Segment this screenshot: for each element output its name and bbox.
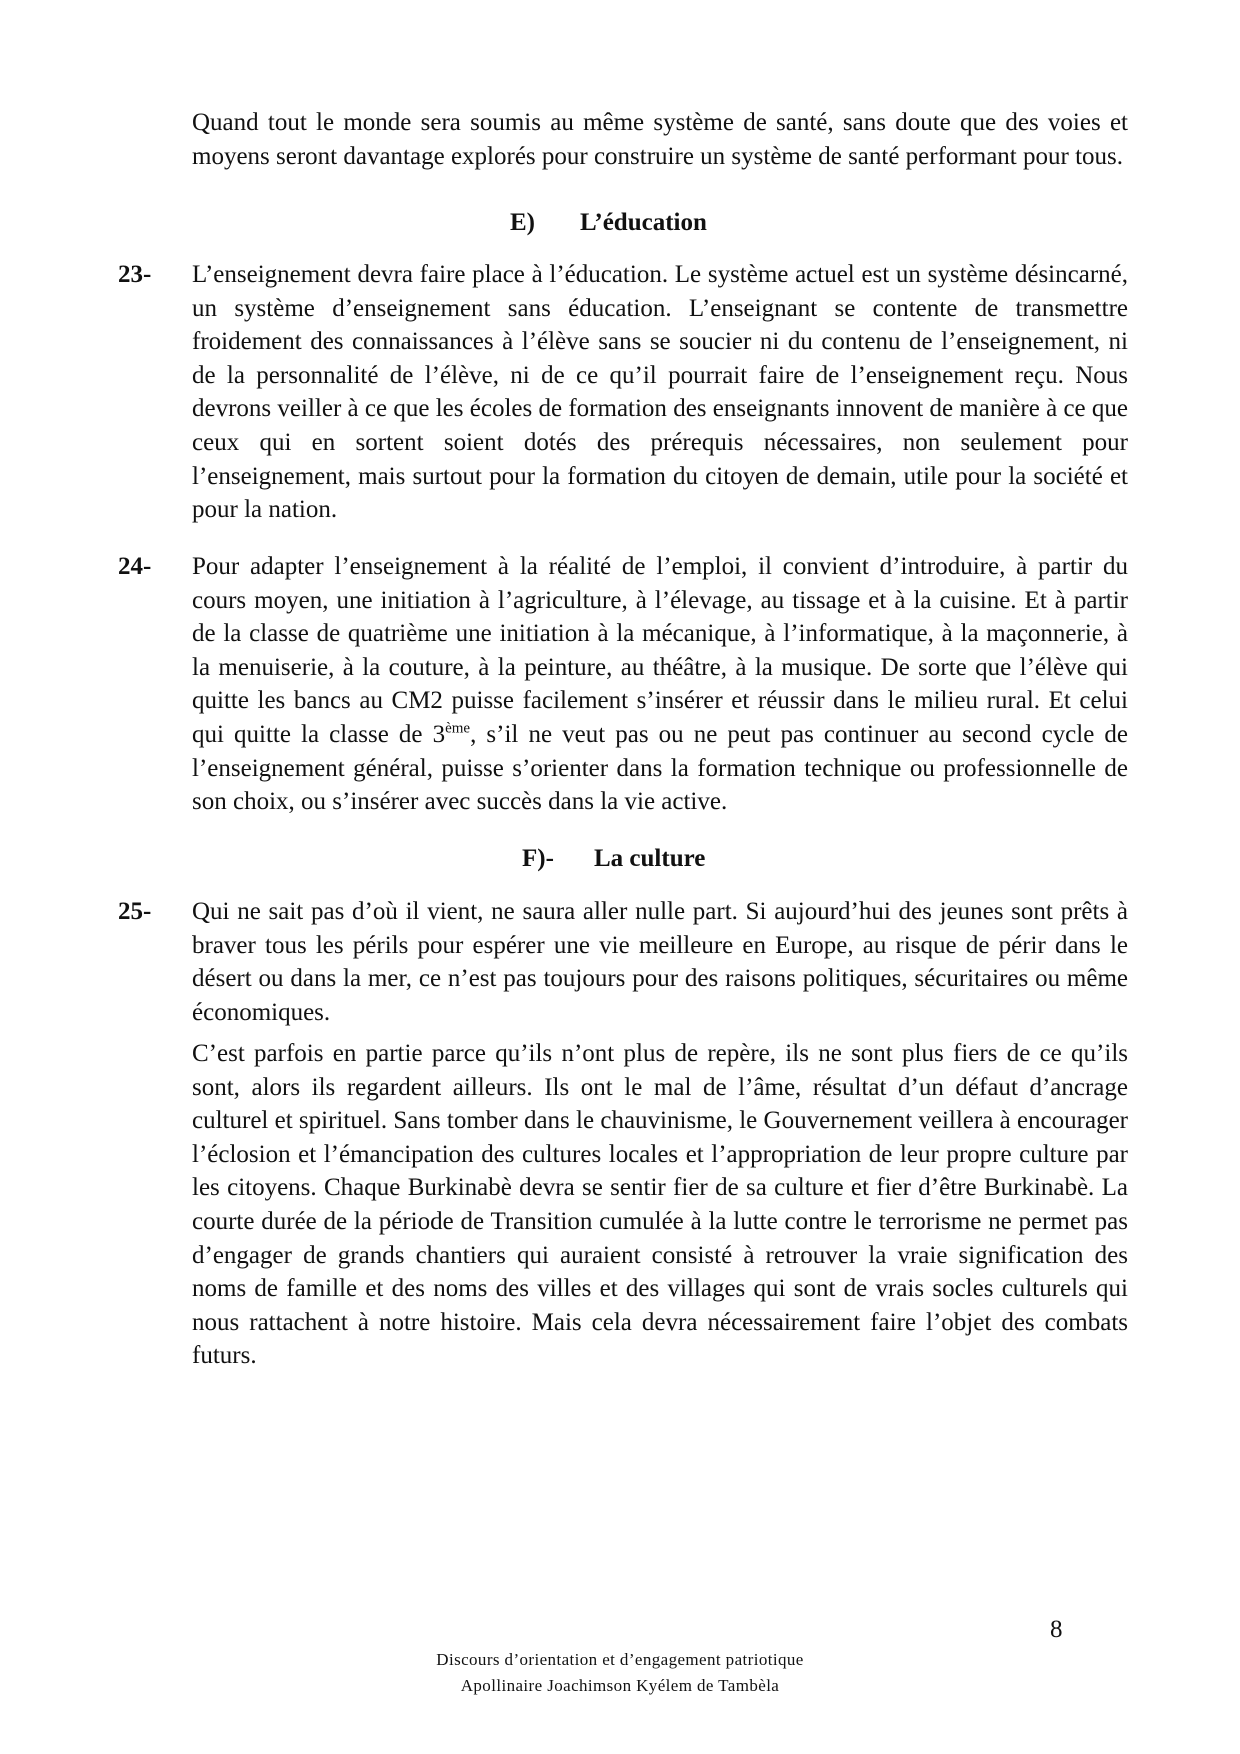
paragraph-25-continued: C’est parfois en partie parce qu’ils n’ont plus de repère, ils ne sont plus fiers de ce qu’ils sont, alors ils regardent ailleurs. Ils ont le mal de l’âme, résultat d’un défaut d’ancrage culturel et spirituel. Sans tomber dans le chauvinisme, le Gouvernement veillera à encourager l’éclosion et l’émancipation des cultures locales et l’appropriation de leur propre culture par les citoyens. Chaque Burkinabè devra se sentir fier de sa culture et fier d’être Burkinabè. La courte durée de la période de Transition cumulée à la lutte contre le terrorisme ne permet pas d’engager de grands chantiers qui auraient consisté à retrouver la vraie signification des noms de famille et des noms des villes et des villages qui sont de vrais socles culturels qui nous rattachent à notre histoire. Mais cela devra nécessairement faire l’objet des combats futurs. <box>192 1040 1128 1370</box>
footer-line-1: Discours d’orientation et d’engagement patriotique <box>436 1650 804 1669</box>
ordinal-base: 3 <box>432 720 446 748</box>
paragraph-number-24: 24- <box>118 553 152 580</box>
section-letter: E) <box>510 209 535 236</box>
page-number: 8 <box>1050 1616 1063 1643</box>
paragraph-25: Qui ne sait pas d’où il vient, ne saura aller nulle part. Si aujourd’hui des jeunes sont prêts à braver tous les périls pour espérer une vie meilleure en Europe, au risque de périr dans le désert ou dans la mer, ce n’est pas toujours pour des raisons politiques, sécuritaires ou même économiques. <box>192 898 1128 1026</box>
ordinal-superscript: ème <box>445 720 471 737</box>
intro-paragraph: Quand tout le monde sera soumis au même système de santé, sans doute que des voies et moyens seront davantage explorés pour construire un système de santé performant pour tous. <box>192 109 1128 170</box>
footer-line-2: Apollinaire Joachimson Kyélem de Tambèla <box>460 1676 780 1695</box>
paragraph-number-25: 25- <box>118 898 152 925</box>
paragraph-23: L’enseignement devra faire place à l’éducation. Le système actuel est un système désincarné, un système d’enseignement sans éducation. L’enseignant se contente de transmettre froidement des connaissances à l’élève sans se soucier ni du contenu de l’enseignement, ni de la personnalité de l’élève, ni de ce qu’il pourrait faire de l’enseignement reçu. Nous devrons veiller à ce que les écoles de formation des enseignants innovent de manière à ce que ceux qui en sortent soient dotés des prérequis nécessaires, non seulement pour l’enseignement, mais surtout pour la formation du citoyen de demain, utile pour la société et pour la nation. <box>192 261 1128 524</box>
paragraph-number-23: 23- <box>118 261 152 288</box>
section-title: L’éducation <box>580 209 707 236</box>
paragraph-24-part-b: , s’il ne veut pas ou ne peut pas continuer au second cycle de l’enseignement général, puisse s’orienter dans la formation technique ou professionnelle de son choix, ou s’insérer avec succès dans la vie active. <box>192 720 1128 816</box>
section-letter: F)- <box>522 845 554 872</box>
paragraph-24-part-a: Pour adapter l’enseignement à la réalité de l’emploi, il convient d’introduire, à partir du cours moyen, une initiation à l’agriculture, à l’élevage, au tissage et à la cuisine. Et à partir de la classe de quatrième une initiation à la mécanique, à l’informatique, à la maçonnerie, à la menuiserie, à la couture, à la peinture, au théâtre, à la musique. De sorte que l’élève qui quitte les bancs au CM2 puisse facilement s’insérer et réussir dans le milieu rural. Et celui qui quitte la classe de <box>192 553 1128 748</box>
section-title: La culture <box>594 845 706 872</box>
paragraph-24 <box>192 550 1128 819</box>
